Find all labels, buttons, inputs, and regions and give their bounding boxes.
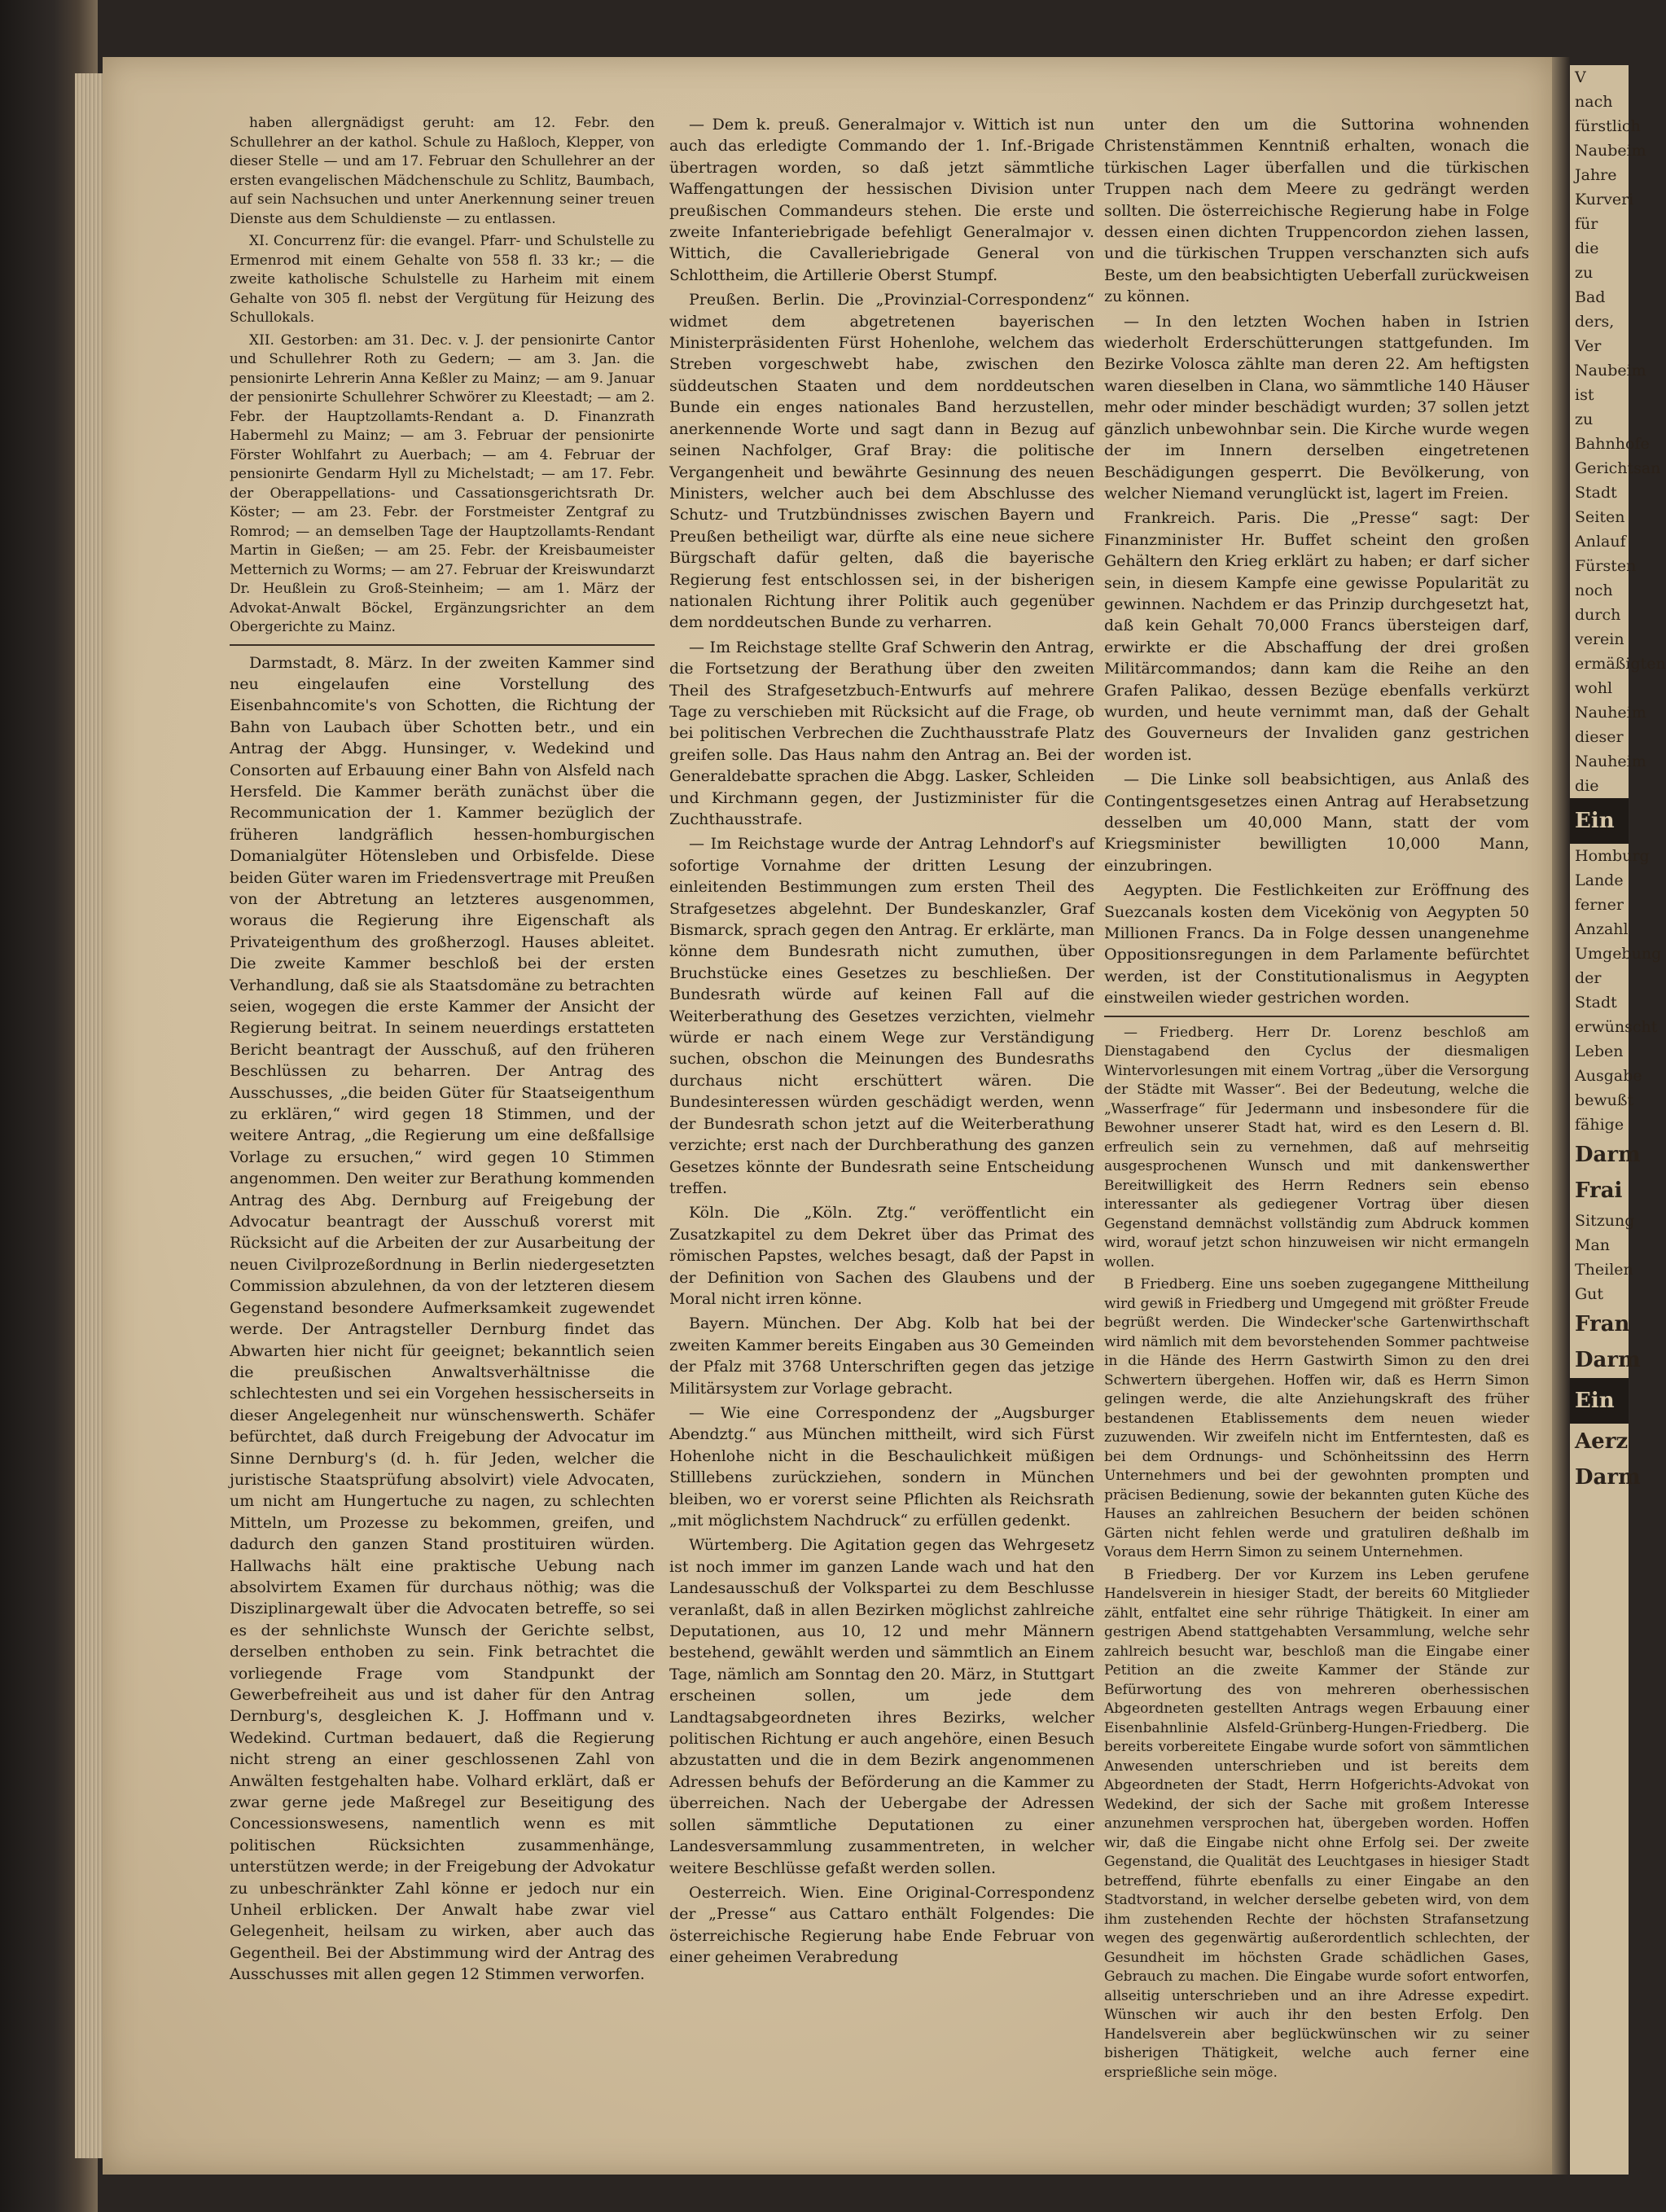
article-wittich: — Dem k. preuß. Generalmajor v. Wittich ist nun auch das erledigte Commando der 1. Inf.-Brigade übertragen worden, so daß jetzt sämmtliche Waffengattungen der hessischen Division unter preußischen Commandeurs stehen. Die erste und zweite Infanteriebrigade befehligt Generalmajor v. Wittich, die Cavalleriebrigade General von Schlottheim, die Artillerie Oberst Stumpf.: [669, 116, 1094, 284]
adjacent-page-word: Aerz: [1575, 1429, 1629, 1454]
adjacent-page-word: noch: [1575, 582, 1613, 599]
adjacent-page-word: fähige: [1575, 1116, 1624, 1134]
adjacent-page-word: V: [1575, 68, 1586, 86]
adjacent-page-word: Darm: [1575, 1348, 1641, 1372]
column-3: [1104, 114, 1529, 2086]
adjacent-page-word: Leben: [1575, 1042, 1624, 1060]
adjacent-page-word: Stadt: [1575, 484, 1617, 502]
article-friedberg-2: B Friedberg. Eine uns soeben zugegangene Mittheilung wird gewiß in Friedberg und Umgegend mit größter Freude begrüßt werden. Die Windecker'sche Gartenwirthschaft wird nämlich mit dem bevorstehenden Sommer pachtweise in die Hände des Herrn Gastwirth Simon zu den drei Schwertern übergehen. Hoffen wir, daß es Herrn Simon gelingen werde, die alte Anziehungskraft des früher bestandenen Etablissements dem neuen wieder zuzuwenden. Wir zweifeln nicht im Entferntesten, daß es bei dem Ordnungs- und Schönheitssinn des Herrn Unternehmers und bei der gewohnten prompten und präcisen Bedienung, sowie der bekannten guten Küche des Hauses an zahlreichen Besuchern der beiden schönen Gärten nicht fehlen werde und gratuliren deßhalb im Voraus dem Herrn Simon zu seinem Unternehmen.: [1104, 1276, 1529, 1561]
adjacent-page-word: Ausgabe: [1575, 1067, 1642, 1085]
article-reichstag-2: — Im Reichstage wurde der Antrag Lehndorf's auf sofortige Vornahme der dritten Lesung der einleitenden Bestimmungen zum ersten Theil des Strafgesetzes abgelehnt. Der Bundeskanzler, Graf Bismarck, sprach gegen den Antrag. Er erklärte, man könne dem Bundesrath nicht zumuthen, über Bruchstücke eines Gesetzes zu beschließen. Der Bundesrath würde auf keinen Fall auf die Weiterberathung des Gesetzes verzichten, vielmehr würde er nach einem Wege zur Verständigung suchen, obschon die Meinungen des Bundesraths durchaus nicht erschüttert wären. Die Bundesinteressen würden geschädigt werden, wenn der Bundesrath schon jetzt auf die Weiterberathung verzichte; erst nach der Durchberathung des ganzen Gesetzes könnte der Bundesrath seine Entscheidung treffen.: [669, 835, 1094, 1197]
article-dismissals: haben allergnädigst geruht: am 12. Febr. den Schullehrer an der kathol. Schule zu Haßloch, Klepper, von dieser Stelle — und am 17. Februar den Schullehrer an der ersten evangelischen Mädchenschule zu Schlitz, Baumbach, auf sein Nachsuchen und unter Anerkennung seiner treuen Dienste aus dem Schuldienste — zu entlassen.: [230, 115, 655, 227]
adjacent-page-word: Ein: [1570, 798, 1629, 844]
adjacent-page-word: Fürsten: [1575, 557, 1637, 575]
article-friedberg-3: B Friedberg. Der vor Kurzem ins Leben gerufene Handelsverein in hiesiger Stadt, der bereits 60 Mitglieder zählt, entfaltet eine sehr rührige Thätigkeit. In einer am gestrigen Abend stattgehabten Versammlung, welche sehr zahlreich besucht war, beschloß man die Eingabe einer Petition an die zweite Kammer der Stände zur Befürwortung des von mehreren oberhessischen Abgeordneten gestellten Antrags wegen Erbauung einer Eisenbahnlinie Alsfeld-Grünberg-Hungen-Friedberg. Die bereits vorbereitete Eingabe wurde sofort von sämmtlichen Anwesenden unterschrieben und ist bereits dem Abgeordneten der Stadt, Herrn Hofgerichts-Advokat von Wedekind, der sich der Sache mit großem Interesse anzunehmen versprochen hat, übergeben worden. Hoffen wir, daß die Eingabe nicht ohne Erfolg sei. Der zweite Gegenstand, die Qualität des Leuchtgases in hiesiger Stadt betreffend, führte ebenfalls zu einer Eingabe an den Stadtvorstand, in welcher derselbe gebeten wird, von dem ihm zustehenden Rechte der höchsten Strafansetzung wegen des gegenwärtig außerordentlich schlechten, der Gesundheit im höchsten Grade schädlichen Gases, Gebrauch zu machen. Die Eingabe wurde sofort entworfen, allseitig unterschrieben und an ihre Adresse expedirt. Wünschen wir auch ihr den besten Erfolg. Den Handelsverein aber beglückwünschen wir zu seiner bisherigen Thätigkeit, welche auch ferner eine ersprießliche sein möge.: [1104, 1566, 1529, 2081]
adjacent-page-word: zu: [1575, 264, 1594, 282]
adjacent-page-word: Anlauf: [1575, 533, 1626, 551]
adjacent-page-word: Bad: [1575, 288, 1606, 306]
adjacent-page-word: Darm: [1575, 1465, 1641, 1490]
adjacent-page-word: Sitzung: [1575, 1212, 1635, 1230]
column-2: [669, 114, 1094, 1972]
article-linke: — Die Linke soll beabsichtigen, aus Anlaß des Contingentsgesetzes einen Antrag auf Herabsetzung desselben um 40,000 Mann, statt der vom Kriegsminister bewilligten 10,000 Mann, einzubringen.: [1104, 770, 1529, 875]
article-darmstadt: Darmstadt, 8. März. In der zweiten Kammer sind neu eingelaufen eine Vorstellung des Eisenbahncomite's von Schotten, die Richtung der Bahn von Laubach über Schotten betr., und ein Antrag der Abgg. Hunsinger, v. Wedekind und Consorten auf Erbauung einer Bahn von Alsfeld nach Hersfeld. Die Kammer beräth zunächst über die Recommunication der 1. Kammer bezüglich der früheren landgräflich hessen-homburgischen Domanialgüter Hötensleben und Orbisfelde. Diese beiden Güter waren im Friedensvertrage mit Preußen von der Abtretung an letzteres ausgenommen, woraus die Regierung ihre Eigenschaft als Privateigenthum des großherzogl. Hauses ableitet. Die zweite Kammer beschloß bei der ersten Verhandlung, daß sie als Staatsdomäne zu betrachten seien, wogegen die erste Kammer der Ansicht der Regierung beitrat. In seinem neuerdings erstatteten Bericht beantragt der Ausschuß, auf den früheren Beschlüssen zu beharren. Der Antrag des Ausschusses, „die beiden Güter für Staatseigenthum zu erklären,“ wird gegen 18 Stimmen, und der weitere Antrag, „die Regierung um eine deßfallsige Vorlage zu ersuchen,“ wird gegen 10 Stimmen angenommen. Den weiter zur Berathung kommenden Antrag des Abg. Dernburg auf Freigebung der Advocatur beantragt der Ausschuß vorerst mit Rücksicht auf die Arbeiten der zur Ausarbeitung der neuen Civilprozeßordnung in Berlin niedergesetzten Commission abzulehnen, da von der letzteren diesem Gegenstand besondere Aufmerksamkeit zugewendet werde. Der Antragsteller Dernburg findet das Abwarten hier nicht für geeignet; bekanntlich seien die preußischen Anwaltsverhältnisse die schlechtesten und sei ein Vorgehen hessischerseits in dieser Angelegenheit nur wünschenswerth. Schäfer befürchtet, daß durch Freigebung der Advocatur im Sinne Dernburg's (d. h. für Jeden, welcher die juristische Staatsprüfung absolvirt) viele Advocaten, um nicht am Hungertuche zu nagen, zu schlechten Mitteln, um Prozesse zu bekommen, greifen, und dadurch den ganzen Stand prostituiren würden. Hallwachs hält eine praktische Uebung nach absolvirtem Examen für durchaus nöthig; was die Disziplinargewalt über die Advocaten betreffe, so sei es der sehnlichste Wunsch der Gerichte selbst, derselben enthoben zu sein. Fink betrachtet die vorliegende Frage vom Standpunkt der Gewerbefreiheit aus und ist daher für den Antrag Dernburg's, desgleichen K. J. Hoffmann und v. Wedekind. Curtman bedauert, daß die Regierung nicht streng an einer geschlossenen Zahl von Anwälten festgehalten habe. Volhard erklärt, daß er zwar gerne jede Maßregel zur Beseitigung des Concessionswesens, namentlich wenn es mit politischen Rücksichten zusammenhänge, unterstützen werde; in der Freigebung der Advokatur zu unbeschränkter Zahl könne er jedoch nur ein Unheil erblicken. Der Anwalt habe zwar viel Gelegenheit, heilsam zu wirken, aber auch das Gegentheil. Bei der Abstimmung wird der Antrag des Ausschusses mit allen gegen 12 Stimmen verworfen.: [230, 653, 655, 1984]
adjacent-page-word: Ein: [1570, 1378, 1629, 1424]
adjacent-page-word: ermäßigten: [1575, 655, 1666, 673]
adjacent-page-word: der: [1575, 969, 1602, 987]
article-hohenlohe: — Wie eine Correspondenz der „Augsburger Abendztg.“ aus München mittheilt, wird sich Fürst Hohenlohe nicht in die Beschaulichkeit müßigen Stilllebens zurückziehen, sondern in München bleiben, wo er vorerst seine Pflichten als Reichsrath „mit möglichstem Nachdruck“ zu erfüllen gedenkt.: [669, 1403, 1094, 1530]
article-reichstag-1: — Im Reichstage stellte Graf Schwerin den Antrag, die Fortsetzung der Berathung über den zweiten Theil des Strafgesetzbuch-Entwurfs auf mehrere Tage zu verschieben mit Rücksicht auf die Frage, ob bei politischen Verbrechen die Zuchthausstrafe Platz greifen solle. Das Haus nahm den Antrag an. Bei der Generaldebatte sprachen die Abgg. Lasker, Schleiden und Kirchmann gegen, der Justizminister für die Zuchthausstrafe.: [669, 638, 1094, 828]
adjacent-page-word: Gut: [1575, 1285, 1604, 1303]
page-gutter: [1552, 57, 1570, 2175]
adjacent-page-fragment: [1570, 65, 1666, 2175]
article-suttorina: unter den um die Suttorina wohnenden Christenstämmen Kenntniß erhalten, wonach die türkischen Lager überfallen und die türkischen Truppen nach dem Meere zu gedrängt werden sollten. Die österreichische Regierung habe in Folge dessen einen dichten Truppencordon ziehen lassen, und die türkischen Truppen verschanzten sich aufs Beste, um den beabsichtigten Ueberfall zurückweisen zu können.: [1104, 116, 1529, 306]
adjacent-page-word: fürstlich: [1575, 117, 1641, 135]
article-vacancies: XI. Concurrenz für: die evangel. Pfarr- und Schulstelle zu Ermenrod mit einem Gehalte von 558 fl. 33 kr.; — die zweite katholische Schulstelle zu Harheim mit einem Gehalte von 305 fl. nebst der Vergütung für Heizung des Schullokals.: [230, 233, 655, 326]
adjacent-page-word: ist: [1575, 386, 1594, 404]
adjacent-page-word: Gerichtsan: [1575, 459, 1661, 477]
article-istrien: — In den letzten Wochen haben in Istrien wiederholt Erderschütterungen stattgefunden. Im Bezirke Volosca zählte man deren 22. Am heftigsten waren dieselben in Clana, wo sämmtliche 140 Häuser mehr oder minder beschädigt wurden; 37 sollen jetzt gänzlich unbewohnbar sein. Die Kirche wurde wegen der im Innern derselben eingetretenen Beschädigungen gesperrt. Die Bevölkerung, von welcher Niemand verunglückt ist, lagert im Freien.: [1104, 312, 1529, 503]
adjacent-page-word: Frai: [1575, 1178, 1623, 1203]
article-aegypten: Aegypten. Die Festlichkeiten zur Eröffnung des Suezcanals kosten dem Vicekönig von Aegypten 50 Millionen Francs. Da in Folge dessen unangenehme Oppositionsregungen in dem Parlamente befürchtet werden, ist der Constitutionalismus in Aegypten einstweilen wieder gestrichen worden.: [1104, 881, 1529, 1007]
adjacent-page-word: dieser: [1575, 728, 1624, 746]
divider: [230, 644, 655, 646]
adjacent-page-word: Lande: [1575, 871, 1624, 889]
adjacent-page-word: Seiten: [1575, 508, 1625, 526]
adjacent-page-word: ders,: [1575, 313, 1615, 331]
article-koeln: Köln. Die „Köln. Ztg.“ veröffentlicht ein Zusatzkapitel zu dem Dekret über das Primat des römischen Papstes, welches besagt, daß der Papst in der Definition von Sachen des Glaubens und der Moral nicht irren könne.: [669, 1204, 1094, 1308]
article-friedberg-1: — Friedberg. Herr Dr. Lorenz beschloß am Dienstagabend den Cyclus der diesmaligen Wintervorlesungen mit einem Vortrag „über die Versorgung der Städte mit Wasser“. Bei der Bedeutung, welche die „Wasserfrage“ für Jedermann und insbesondere für die Bewohner unserer Stadt hat, wird es den Lesern d. Bl. erfreulich sein zu vernehmen, daß auf mehrseitig ausgesprochenen Wunsch und mit dankenswerther Bereitwilligkeit des Herrn Redners sein ebenso interessanter als gediegener Vortrag über diesen Gegenstand demnächst vollständig zum Abdruck kommen wird, worauf jetzt schon hinzuweisen wir nicht ermangeln wollen.: [1104, 1024, 1529, 1271]
divider: [1104, 1016, 1529, 1017]
adjacent-page-word: bewußt: [1575, 1091, 1634, 1109]
adjacent-page-word: zu: [1575, 410, 1594, 428]
adjacent-page-word: Ver: [1575, 337, 1602, 355]
adjacent-page-word: ferner: [1575, 896, 1624, 914]
adjacent-page-word: Theilen: [1575, 1261, 1633, 1279]
adjacent-page-word: verein: [1575, 630, 1624, 648]
article-preussen: Preußen. Berlin. Die „Provinzial-Correspondenz“ widmet dem abgetretenen bayerischen Ministerpräsidenten Fürst Hohenlohe, welchem das Streben vorgeschwebt habe, zwischen den süddeutschen Staaten und dem norddeutschen Bunde ein enges nationales Band herzustellen, anerkennende Worte und sagt dann in Bezug auf seinen Nachfolger, Graf Bray: die politische Vergangenheit und bewährte Gesinnung des neuen Ministers, welcher auch bei dem Abschlusse des Schutz- und Trutzbündnisses zwischen Bayern und Preußen betheiligt war, dürfte als eine neue sichere Bürgschaft dafür gelten, daß die bayerische Regierung fest entschlossen sei, in der bisherigen nationalen Richtung ihrer Politik auch gegenüber dem norddeutschen Bunde zu verharren.: [669, 291, 1094, 632]
adjacent-page-word: Fran: [1575, 1312, 1630, 1336]
adjacent-page-word: durch: [1575, 606, 1621, 624]
adjacent-page-word: Bahnhofe: [1575, 435, 1650, 453]
adjacent-page-word: Kurveri: [1575, 191, 1634, 208]
adjacent-page-word: erwünscht: [1575, 1018, 1658, 1036]
adjacent-page-word: Naubeim: [1575, 362, 1646, 380]
adjacent-page-word: Anzahl: [1575, 920, 1629, 938]
article-frankreich: Frankreich. Paris. Die „Presse“ sagt: Der Finanzminister Hr. Buffet scheint den großen Gehältern den Krieg erklärt zu haben; er darf sicher sein, in diesem Kampfe eine gewisse Popularität zu gewinnen. Nachdem er das Prinzip durchgesetzt hat, daß kein Gehalt 70,000 Francs übersteigen darf, erwirkte er die Abschaffung der drei großen Militärcommandos; dann kam die Reihe an den Grafen Palikao, dessen Bezüge ebenfalls verkürzt wurden, und heute vernimmt man, daß der Gehalt des Gouverneurs der Invaliden ganz gestrichen worden ist.: [1104, 509, 1529, 764]
adjacent-page-word: Nauheim: [1575, 753, 1646, 770]
article-wuertemberg: Würtemberg. Die Agitation gegen das Wehrgesetz ist noch immer im ganzen Lande wach und hat den Landesausschuß der Volkspartei zu dem Beschlusse veranlaßt, daß in allen Bezirken möglichst zahlreiche Deputationen, aus 10, 12 und mehr Männern bestehend, gewählt werden und sämmtlich an Einem Tage, nämlich am Sonntag den 20. März, in Stuttgart erscheinen sollen, um jede dem Landtagsabgeordneten ihres Bezirks, welcher politischen Richtung er auch angehöre, einen Besuch abzustatten und die in dem Bezirk angenommenen Adressen behufs der Beförderung an die Kammer zu überreichen. Nach der Uebergabe der Adressen sollen sämmtliche Deputationen zu einer Landesversammlung zusammentreten, in welcher weitere Beschlüsse gefaßt werden sollen.: [669, 1536, 1094, 1877]
adjacent-page-word: Man: [1575, 1236, 1611, 1254]
column-1: [230, 114, 655, 1989]
article-bayern: Bayern. München. Der Abg. Kolb hat bei der zweiten Kammer bereits Eingaben aus 30 Gemeinden der Pfalz mit 3768 Unterschriften gegen das jetzige Militärsystem zur Vorlage gebracht.: [669, 1314, 1094, 1398]
adjacent-page-word: nach: [1575, 93, 1613, 111]
adjacent-page-word: Homburg: [1575, 847, 1650, 865]
adjacent-page-word: die: [1575, 777, 1599, 795]
adjacent-page-word: Stadt: [1575, 994, 1617, 1012]
adjacent-page-word: Jahre: [1575, 166, 1617, 184]
adjacent-page-word: wohl: [1575, 679, 1613, 697]
adjacent-page-word: Umgebung: [1575, 945, 1662, 963]
adjacent-page-word: für: [1575, 215, 1598, 233]
article-oesterreich: Oesterreich. Wien. Eine Original-Correspondenz der „Presse“ aus Cattaro enthält Folgendes: Die österreichische Regierung habe Ende Februar von einer geheimen Verabredung: [669, 1883, 1094, 1967]
article-deaths: XII. Gestorben: am 31. Dec. v. J. der pensionirte Cantor und Schullehrer Roth zu Gedern; — am 3. Jan. die pensionirte Lehrerin Anna Keßler zu Mainz; — am 9. Januar der pensionirte Schullehrer Schwörer zu Kleestadt; — am 2. Febr. der Hauptzollamts-Rendant a. D. Finanzrath Habermehl zu Mainz; — am 3. Februar der pensionirte Förster Wohlfahrt zu Auerbach; — am 4. Februar der pensionirte Gendarm Hyll zu Michelstadt; — am 17. Febr. der Oberappellations- und Cassationsgerichtsrath Dr. Köster; — am 23. Febr. der Forstmeister Zentgraf zu Romrod; — an demselben Tage der Hauptzollamts-Rendant Martin in Gießen; — am 25. Febr. der Kreisbaumeister Metternich zu Worms; — am 27. Februar der Kreiswundarzt Dr. Heußlein zu Groß-Steinheim; — am 1. März der Advokat-Anwalt Böckel, Ergänzungsrichter an dem Obergerichte zu Mainz.: [230, 331, 655, 635]
adjacent-page-word: Naubeim: [1575, 142, 1646, 160]
adjacent-page-word: Darm: [1575, 1143, 1641, 1167]
adjacent-page-word: Nauheim: [1575, 704, 1646, 722]
adjacent-page-word: die: [1575, 239, 1599, 257]
